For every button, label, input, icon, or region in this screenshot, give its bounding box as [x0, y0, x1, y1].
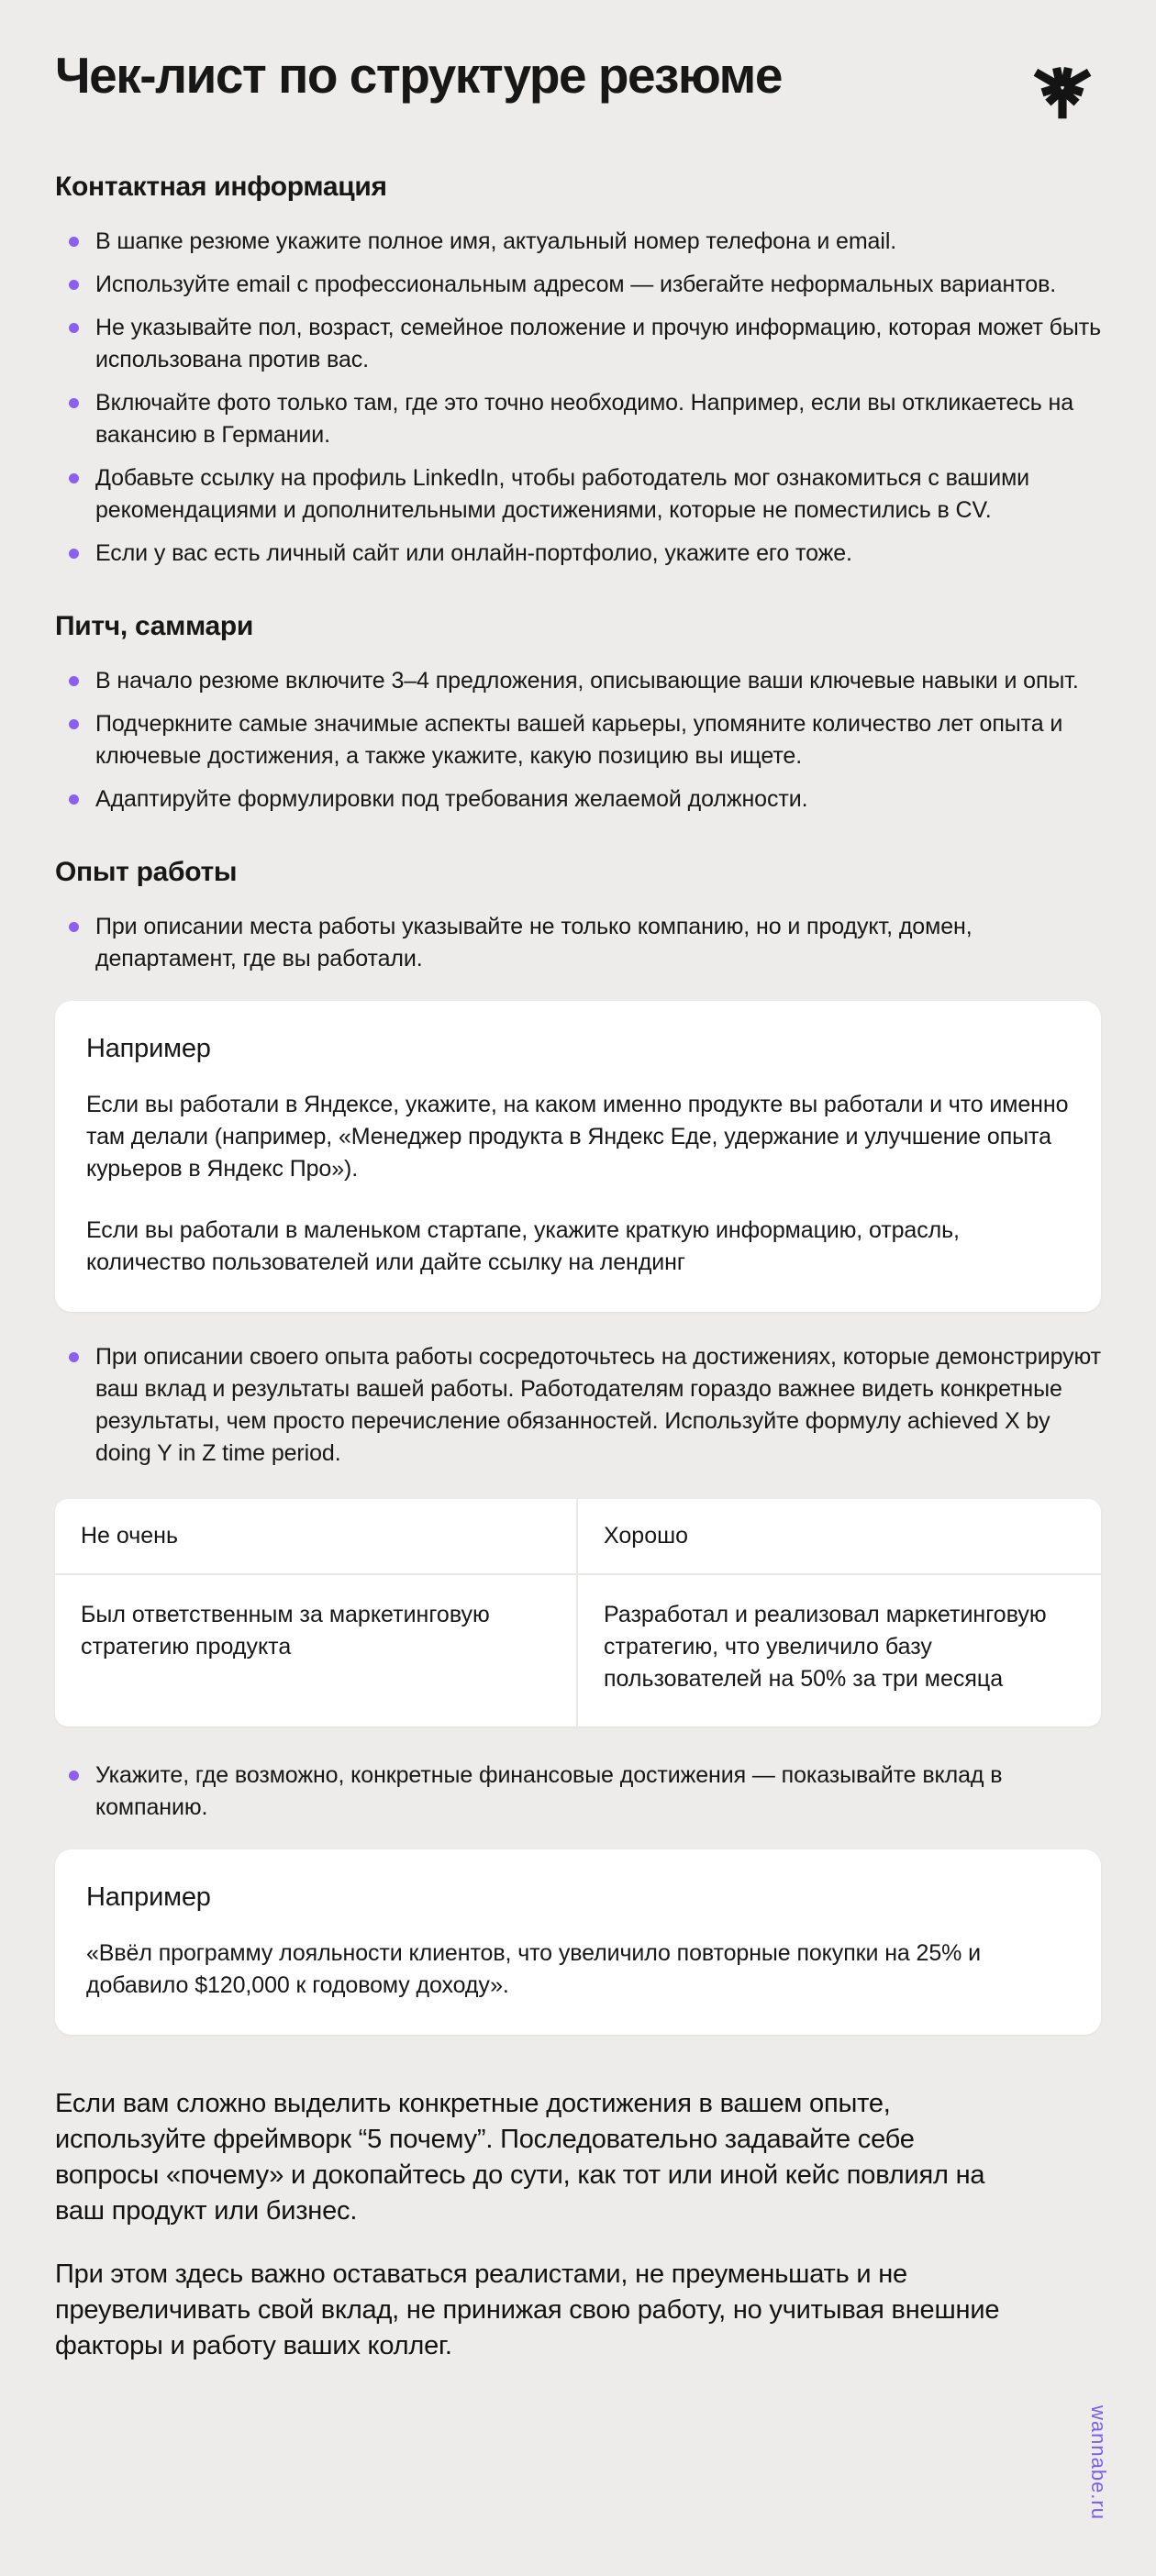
comparison-table: [55, 1499, 1101, 1727]
example-card-1: [55, 1001, 1101, 1312]
list-item-text: Адаптируйте формулировки под требования желаемой должности.: [95, 786, 808, 812]
bullet-dot-icon: [69, 676, 79, 686]
table-cell-good: Разработал и реализовал маркетинговую стратегию, что увеличило базу пользователей на 50% за три месяца: [604, 1602, 1047, 1692]
section-heading-pitch: Питч, саммари: [55, 611, 254, 641]
list-item: [55, 387, 1101, 451]
list-item: [55, 312, 1101, 376]
brand-watermark: wannabe.ru: [1087, 2405, 1110, 2520]
list-item-text: В шапке резюме укажите полное имя, актуальный номер телефона и email.: [95, 228, 897, 254]
list-item: [55, 226, 1101, 258]
list-item-text: Подчеркните самые значимые аспекты вашей карьеры, упомяните количество лет опыта и ключевые достижения, а также укажите, какую позицию вы ищете.: [95, 711, 1063, 769]
example-card-title: Например: [86, 1034, 211, 1063]
list-item: [55, 911, 1101, 975]
bullet-dot-icon: [69, 280, 79, 290]
contacts-checklist: [55, 226, 1101, 570]
table-header-good: Хорошо: [578, 1499, 1101, 1575]
list-item: [55, 1760, 1101, 1824]
list-item-text: Не указывайте пол, возраст, семейное положение и прочую информацию, которая может быть использована против вас.: [95, 315, 1102, 372]
example-card-title: Например: [86, 1882, 211, 1912]
list-item: [55, 269, 1101, 301]
bullet-dot-icon: [69, 398, 79, 408]
outro-paragraph: Если вам сложно выделить конкретные достижения в вашем опыте, используйте фреймворк “5 почему”. Последовательно задавайте себе вопросы «почему» и докопайтесь до сути, как тот или иной кейс повлиял на ваш продукт или бизнес.: [55, 2089, 985, 2226]
outro-paragraph: При этом здесь важно оставаться реалистами, не преуменьшать и не преувеличивать свой вклад, не принижая свою работу, но учитывая внешние факторы и работу ваших коллег.: [55, 2260, 1000, 2360]
section-heading-contacts: Контактная информация: [55, 172, 387, 202]
outro-text: [55, 2086, 1000, 2364]
bullet-dot-icon: [69, 549, 79, 559]
bullet-dot-icon: [69, 794, 79, 805]
bullet-dot-icon: [69, 922, 79, 932]
list-item-text: Если у вас есть личный сайт или онлайн-портфолио, укажите его тоже.: [95, 540, 852, 566]
table-header-bad: Не очень: [55, 1499, 578, 1575]
example-card-2: [55, 1849, 1101, 2035]
list-item: [55, 1341, 1101, 1470]
experience-checklist-1: [55, 911, 1101, 975]
bullet-dot-icon: [69, 473, 79, 483]
example-card-paragraph: «Ввёл программу лояльности клиентов, что увеличило повторные покупки на 25% и добавило $120,000 к годовому доходу».: [86, 1940, 981, 1998]
list-item-text: Используйте email с профессиональным адресом — избегайте неформальных вариантов.: [95, 272, 1057, 297]
list-item: [55, 538, 1101, 570]
section-heading-experience: Опыт работы: [55, 857, 238, 887]
bullet-dot-icon: [69, 1771, 79, 1781]
list-item-text: Включайте фото только там, где это точно необходимо. Например, если вы откликаетесь на вакансию в Германии.: [95, 390, 1074, 448]
experience-checklist-2: [55, 1341, 1101, 1470]
list-item: [55, 462, 1101, 527]
bullet-dot-icon: [69, 719, 79, 729]
list-item: [55, 665, 1101, 697]
bullet-dot-icon: [69, 323, 79, 333]
list-item: [55, 708, 1101, 772]
pitch-checklist: [55, 665, 1101, 816]
list-item-text: Добавьте ссылку на профиль LinkedIn, чтобы работодатель мог ознакомиться с вашими рекомендациями и дополнительными достижениями, которые не поместились в CV.: [95, 465, 1030, 523]
wannabe-logo-icon: [1026, 48, 1099, 125]
experience-checklist-3: [55, 1760, 1101, 1824]
list-item: [55, 783, 1101, 816]
example-card-paragraph: Если вы работали в Яндексе, укажите, на каком именно продукте вы работали и что именно там делали (например, «Менеджер продукта в Яндекс Еде, удержание и улучшение опыта курьеров в Яндекс Про»).: [86, 1092, 1069, 1182]
document-header: [55, 0, 1101, 125]
bullet-dot-icon: [69, 237, 79, 247]
page-title: Чек-лист по структуре резюме: [55, 47, 782, 104]
example-card-paragraph: Если вы работали в маленьком стартапе, укажите краткую информацию, отрасль, количество пользователей или дайте ссылку на лендинг: [86, 1217, 960, 1275]
list-item-text: При описании своего опыта работы сосредоточьтесь на достижениях, которые демонстрируют ваш вклад и результаты вашей работы. Работодателям гораздо важнее видеть конкретные результаты, чем просто перечисление обязанностей. Используйте формулу achieved X by doing Y in Z time period.: [95, 1344, 1101, 1466]
table-cell-bad: Был ответственным за маркетинговую стратегию продукта: [55, 1575, 578, 1727]
list-item-text: Укажите, где возможно, конкретные финансовые достижения — показывайте вклад в компанию.: [95, 1762, 1003, 1820]
bullet-dot-icon: [69, 1352, 79, 1362]
list-item-text: В начало резюме включите 3–4 предложения, описывающие ваши ключевые навыки и опыт.: [95, 668, 1079, 694]
list-item-text: При описании места работы указывайте не только компанию, но и продукт, домен, департамент, где вы работали.: [95, 914, 973, 972]
